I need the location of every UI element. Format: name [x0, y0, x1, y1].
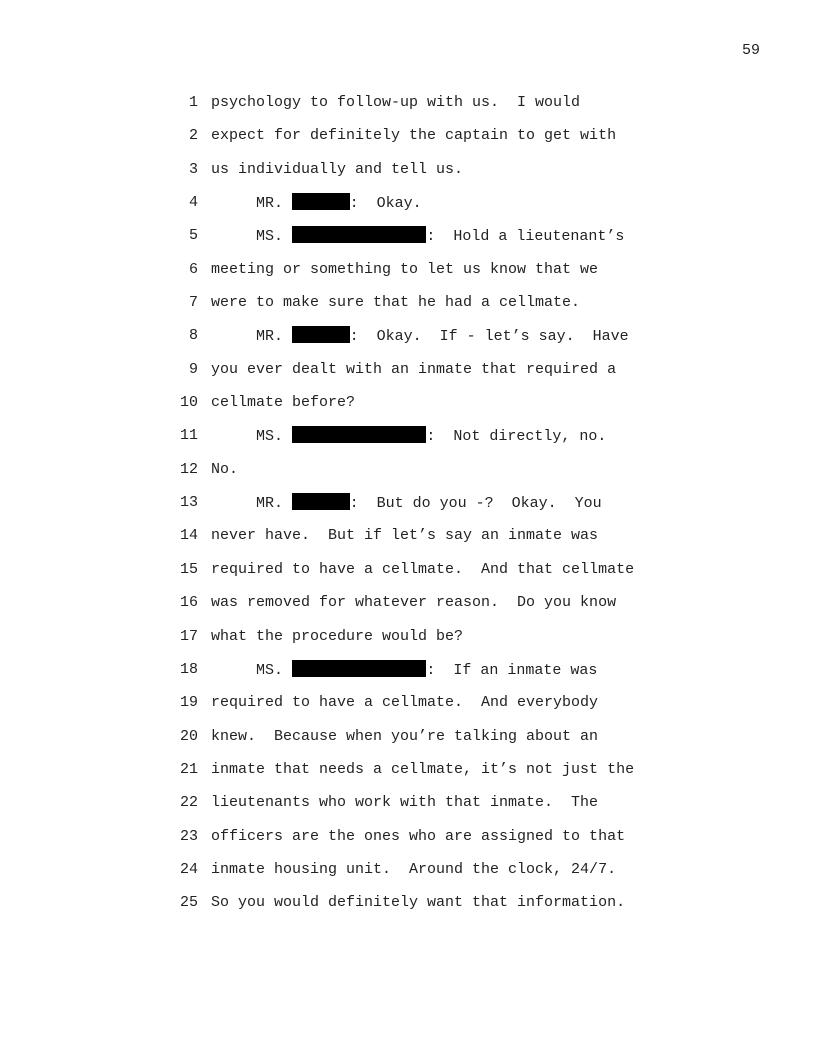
- line-segment: : Okay.: [349, 195, 422, 213]
- line-segment: meeting or something to let us know that we: [211, 260, 599, 278]
- line-segment: : Okay. If - let’s say. Have: [349, 328, 629, 346]
- line-text: [211, 226, 624, 247]
- line-number: 3: [188, 160, 198, 178]
- transcript-line: [172, 893, 732, 926]
- line-number: 6: [188, 260, 198, 278]
- transcript-line: [172, 260, 732, 293]
- line-segment: : But do you -? Okay. You: [349, 495, 602, 513]
- line-number: 20: [179, 727, 198, 745]
- transcript-line: [172, 426, 732, 459]
- line-segment: No.: [211, 460, 239, 478]
- line-segment: lieutenants who work with that inmate. The: [211, 794, 599, 812]
- transcript-line: [172, 160, 732, 193]
- redaction-block: [292, 426, 426, 443]
- transcript-line: [172, 360, 732, 393]
- line-number: 14: [179, 527, 198, 545]
- line-segment: psychology to follow-up with us. I would: [211, 94, 581, 111]
- line-segment: MR.: [211, 495, 293, 513]
- line-segment: required to have a cellmate. And that cellmate: [211, 560, 635, 578]
- line-text: [211, 860, 616, 880]
- redaction-block: [292, 226, 426, 243]
- line-segment: knew. Because when you’re talking about an: [211, 727, 599, 745]
- line-text: [211, 526, 598, 546]
- line-number: 18: [179, 660, 198, 678]
- line-text: [211, 426, 606, 447]
- line-number: 10: [179, 394, 198, 412]
- line-number: 24: [179, 860, 198, 878]
- line-text: [211, 393, 355, 413]
- transcript-line: [172, 860, 732, 893]
- line-segment: MS.: [211, 661, 293, 679]
- redaction-block: [292, 493, 350, 510]
- line-number: 1: [188, 94, 198, 111]
- line-number: 21: [179, 760, 198, 778]
- line-text: [211, 560, 634, 580]
- redaction-block: [292, 326, 350, 343]
- line-text: [211, 193, 422, 214]
- line-segment: inmate that needs a cellmate, it’s not just the: [211, 760, 635, 778]
- line-text: [211, 326, 629, 347]
- line-text: [211, 793, 598, 813]
- line-segment: required to have a cellmate. And everybody: [211, 694, 599, 712]
- line-segment: : If an inmate was: [426, 661, 598, 679]
- line-segment: cellmate before?: [211, 394, 356, 412]
- line-number: 7: [188, 294, 198, 312]
- line-text: [211, 160, 463, 180]
- transcript-line: [172, 827, 732, 860]
- line-segment: So you would definitely want that information.: [211, 894, 626, 912]
- line-segment: were to make sure that he had a cellmate.: [211, 294, 581, 312]
- transcript-line: [172, 560, 732, 593]
- line-text: [211, 593, 616, 613]
- transcript-line: [172, 660, 732, 693]
- line-segment: : Not directly, no.: [426, 428, 607, 446]
- transcript-line: [172, 126, 732, 159]
- line-number: 12: [179, 460, 198, 478]
- line-number: 25: [179, 894, 198, 912]
- line-text: [211, 293, 580, 313]
- transcript-line: [172, 760, 732, 793]
- line-segment: what the procedure would be?: [211, 627, 464, 645]
- line-number: 9: [188, 360, 198, 378]
- line-text: [211, 727, 598, 747]
- transcript-body: [172, 93, 732, 927]
- redaction-block: [292, 660, 426, 677]
- line-number: 2: [188, 127, 198, 145]
- transcript-line: [172, 226, 732, 259]
- line-segment: officers are the ones who are assigned to that: [211, 827, 626, 845]
- line-text: [211, 627, 463, 647]
- page-number: 59: [742, 42, 761, 59]
- line-segment: MS.: [211, 228, 293, 246]
- line-segment: was removed for whatever reason. Do you know: [211, 594, 617, 612]
- transcript-line: [172, 627, 732, 660]
- transcript-line: [172, 727, 732, 760]
- transcript-line: [172, 593, 732, 626]
- line-text: [211, 893, 625, 913]
- line-number: 17: [179, 627, 198, 645]
- transcript-line: [172, 693, 732, 726]
- transcript-line: [172, 793, 732, 826]
- line-number: 16: [179, 594, 198, 612]
- line-number: 19: [179, 694, 198, 712]
- transcript-line: [172, 493, 732, 526]
- line-segment: MR.: [211, 195, 293, 213]
- line-segment: us individually and tell us.: [211, 160, 464, 178]
- line-text: [211, 260, 598, 280]
- transcript-line: [172, 293, 732, 326]
- line-number: 8: [188, 327, 198, 345]
- line-segment: MS.: [211, 428, 293, 446]
- line-segment: : Hold a lieutenant’s: [426, 228, 625, 246]
- line-number: 15: [179, 560, 198, 578]
- transcript-line: [172, 526, 732, 559]
- line-text: [211, 493, 602, 514]
- line-segment: MR.: [211, 328, 293, 346]
- line-number: 22: [179, 794, 198, 812]
- line-text: [211, 827, 625, 847]
- line-number: 5: [188, 227, 198, 245]
- transcript-line: [172, 93, 732, 126]
- transcript-line: [172, 393, 732, 426]
- line-number: 4: [188, 194, 198, 212]
- transcript-line: [172, 460, 732, 493]
- line-number: 11: [179, 427, 198, 445]
- line-text: [211, 126, 616, 146]
- transcript-line: [172, 193, 732, 226]
- transcript-line: [172, 326, 732, 359]
- line-segment: never have. But if let’s say an inmate was: [211, 527, 599, 545]
- line-segment: expect for definitely the captain to get with: [211, 127, 617, 145]
- line-text: [211, 660, 597, 681]
- line-number: 23: [179, 827, 198, 845]
- line-text: [211, 93, 580, 113]
- line-text: [211, 460, 238, 480]
- line-text: [211, 360, 616, 380]
- line-segment: inmate housing unit. Around the clock, 24/7.: [211, 860, 617, 878]
- line-text: [211, 760, 634, 780]
- line-text: [211, 693, 598, 713]
- line-segment: you ever dealt with an inmate that required a: [211, 360, 617, 378]
- line-number: 13: [179, 494, 198, 512]
- redaction-block: [292, 193, 350, 210]
